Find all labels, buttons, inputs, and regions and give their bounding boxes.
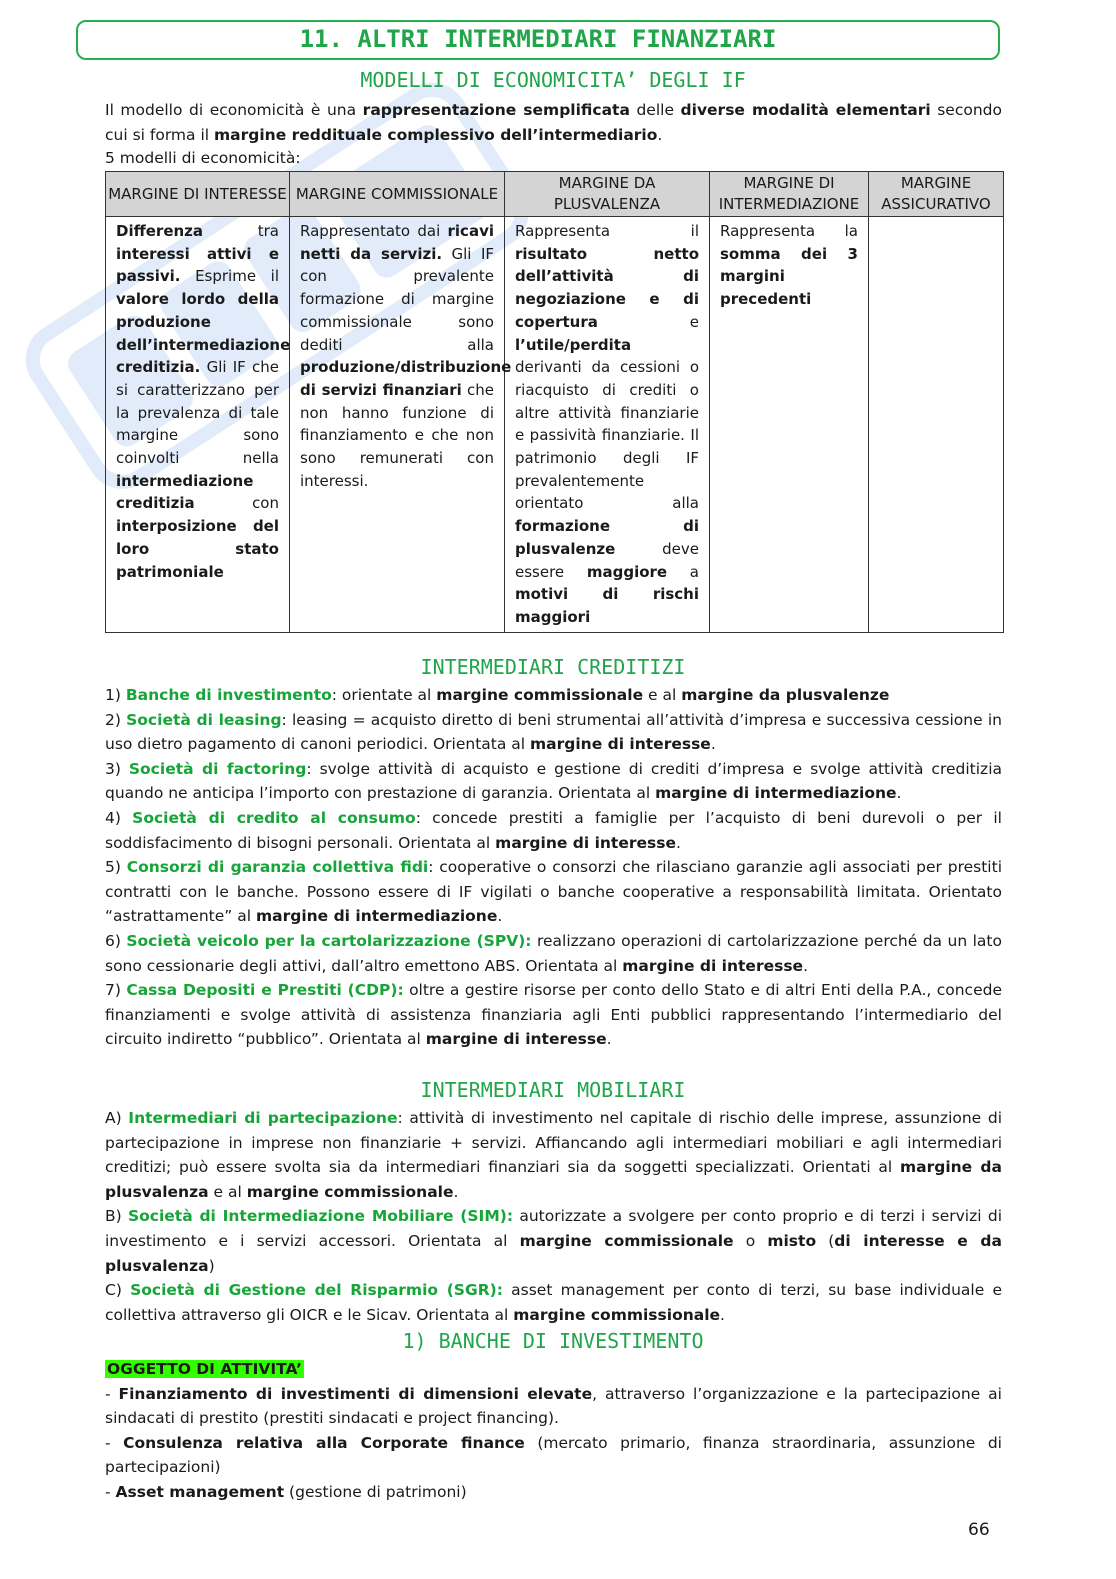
list-item: A) Intermediari di partecipazione: attività di investimento nel capitale di rischio delle imprese, assunzione di partecipazione in imprese non finanziarie + servizi. Affiancando agli intermediari mobiliari e agli intermediari creditizi; può essere svolta sia da intermediari finanziari sia da soggetti specializzati. Orientati al margine da plusvalenza e al margine commissionale.: [105, 1109, 1002, 1201]
list-item: 1) Banche di investimento: orientate al margine commissionale e al margine da plusvalenze: [105, 686, 890, 704]
header-margine-intermediazione: MARGINE DI INTERMEDIAZIONE: [710, 172, 869, 217]
list-item: 7) Cassa Depositi e Prestiti (CDP): oltre a gestire risorse per conto dello Stato e di altri Enti della P.A., concede finanziamenti e svolge attività di assistenza finanziaria agli Enti pubblici rappresentando l’intermediario del circuito indiretto “pubblico”. Orientata al margine di interesse.: [105, 981, 1002, 1049]
cell-margine-intermediazione: Rappresenta la somma dei 3 margini precedenti: [710, 217, 869, 633]
header-margine-interesse: MARGINE DI INTERESSE: [106, 172, 290, 217]
banche-investimento-title: 1) BANCHE DI INVESTIMENTO: [402, 1329, 704, 1353]
cell-margine-plusvalenza: Rappresenta il risultato netto dell’attività di negoziazione e di copertura e l’utile/perdita derivanti da cessioni o riacquisto di crediti o altre attività finanziarie e passività finanziarie. Il patrimonio degli IF prevalentemente orientato alla formazione di plusvalenze deve essere maggiore a motivi di rischi maggiori: [505, 217, 710, 633]
cell-margine-assicurativo: [869, 217, 1004, 633]
list-item: B) Società di Intermediazione Mobiliare (SIM): autorizzate a svolgere per conto proprio e di terzi i servizi di investimento e i servizi accessori. Orientata al margine commissionale o misto (di interesse e da plusvalenza): [105, 1207, 1002, 1275]
intro-models-count: 5 modelli di economicità:: [105, 149, 301, 167]
mobiliari-list: [105, 1106, 1002, 1327]
list-item: 3) Società di factoring: svolge attività di acquisto e gestione di crediti d’impresa e svolge attività creditizia quando ne anticipa l’importo con prestazione di garanzia. Orientata al margine di intermediazione.: [105, 759, 1002, 803]
header-margine-commissionale: MARGINE COMMISSIONALE: [290, 172, 505, 217]
page-number: 66: [968, 1520, 990, 1540]
cell-margine-interesse: Differenza tra interessi attivi e passivi. Esprime il valore lordo della produzione dell’intermediazione creditizia. Gli IF che si caratterizzano per la prevalenza di tale margine sono coinvolti nella intermediazione creditizia con interposizione del loro stato patrimoniale: [106, 217, 290, 633]
list-item: 6) Società veicolo per la cartolarizzazione (SPV): realizzano operazioni di cartolarizzazione perché da un lato sono cessionarie degli attivi, dall’altro emettono ABS. Orientata al margine di interesse.: [105, 931, 1002, 975]
list-item: 5) Consorzi di garanzia collettiva fidi: cooperative o consorzi che rilasciano garanzie agli associati per prestiti contratti con le banche. Possono essere di IF vigilati o banche cooperative a responsabilità limitata. Orientato “astrattamente” al margine di intermediazione.: [105, 858, 1002, 926]
creditizi-title: INTERMEDIARI CREDITIZI: [420, 655, 686, 679]
mobiliari-title: INTERMEDIARI MOBILIARI: [420, 1078, 686, 1102]
banche-investimento-section: [105, 1357, 1002, 1505]
list-item: - Asset management (gestione di patrimoni): [105, 1482, 467, 1501]
list-item: 4) Società di credito al consumo: concede prestiti a famiglie per l’acquisto di beni durevoli o per il soddisfacimento di bisogni personali. Orientata al margine di interesse.: [105, 808, 1002, 852]
list-item: - Finanziamento di investimenti di dimensioni elevate, attraverso l’organizzazione e la partecipazione ai sindacati di prestito (prestiti sindacati e project financing).: [105, 1384, 1002, 1428]
header-margine-plusvalenza: MARGINE DA PLUSVALENZA: [505, 172, 710, 217]
section-subtitle: MODELLI DI ECONOMICITA’ DEGLI IF: [360, 68, 746, 92]
creditizi-list: [105, 683, 1002, 1052]
list-item: - Consulenza relativa alla Corporate finance (mercato primario, finanza straordinaria, assunzione di partecipazioni): [105, 1433, 1002, 1477]
chapter-title: 11. ALTRI INTERMEDIARI FINANZIARI: [76, 20, 1000, 60]
list-item: 2) Società di leasing: leasing = acquisto diretto di beni strumentai all’attività d’impresa e successiva cessione in uso dietro pagamento di canoni periodici. Orientata al margine di interesse.: [105, 710, 1002, 754]
cell-margine-commissionale: Rappresentato dai ricavi netti da servizi. Gli IF con prevalente formazione di margine commissionale sono dediti alla produzione/distribuzione di servizi finanziari che non hanno funzione di finanziamento e che non sono remunerati con interessi.: [290, 217, 505, 633]
header-margine-assicurativo: MARGINE ASSICURATIVO: [869, 172, 1004, 217]
economicity-models-table: [105, 171, 1004, 633]
oggetto-attivita-label: OGGETTO DI ATTIVITA’: [107, 1360, 302, 1378]
list-item: C) Società di Gestione del Risparmio (SGR): asset management per conto di terzi, su base individuale e collettiva attraverso gli OICR e le Sicav. Orientata al margine commissionale.: [105, 1281, 1002, 1324]
intro-paragraph: Il modello di economicità è una rappresentazione semplificata delle diverse modalità elementari secondo cui si forma il margine reddituale complessivo dell’intermediario.: [105, 101, 1002, 144]
